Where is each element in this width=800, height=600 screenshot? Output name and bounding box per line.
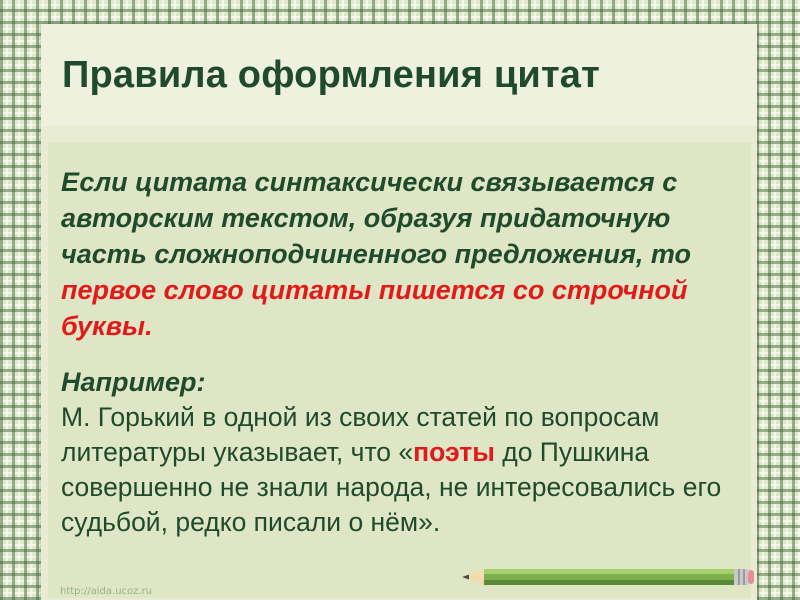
rule-text	[61, 164, 731, 344]
slide	[41, 24, 757, 600]
example-after: до Пушкина совершенно не знали народа, не интересовались его судьбой, редко писали о нём».	[61, 437, 722, 537]
example-text	[61, 400, 751, 540]
example-before: М. Горький в одной из своих статей по вопросам литературы указывает, что «	[61, 402, 660, 467]
footer-url: http://aida.ucoz.ru	[60, 586, 153, 597]
pencil-icon	[462, 566, 754, 588]
content-panel	[48, 142, 751, 598]
rule-text-part1: Если цитата синтаксически связывается с авторским текстом, образуя придаточную часть сложноподчиненного предложения, то	[61, 167, 692, 269]
title-bar	[41, 24, 757, 126]
rule-text-highlight: первое слово цитаты пишется со строчной буквы.	[61, 275, 688, 341]
example-label: Например:	[61, 367, 206, 397]
slide-title: Правила оформления цитат	[62, 54, 600, 96]
example-highlight: поэты	[413, 437, 495, 467]
